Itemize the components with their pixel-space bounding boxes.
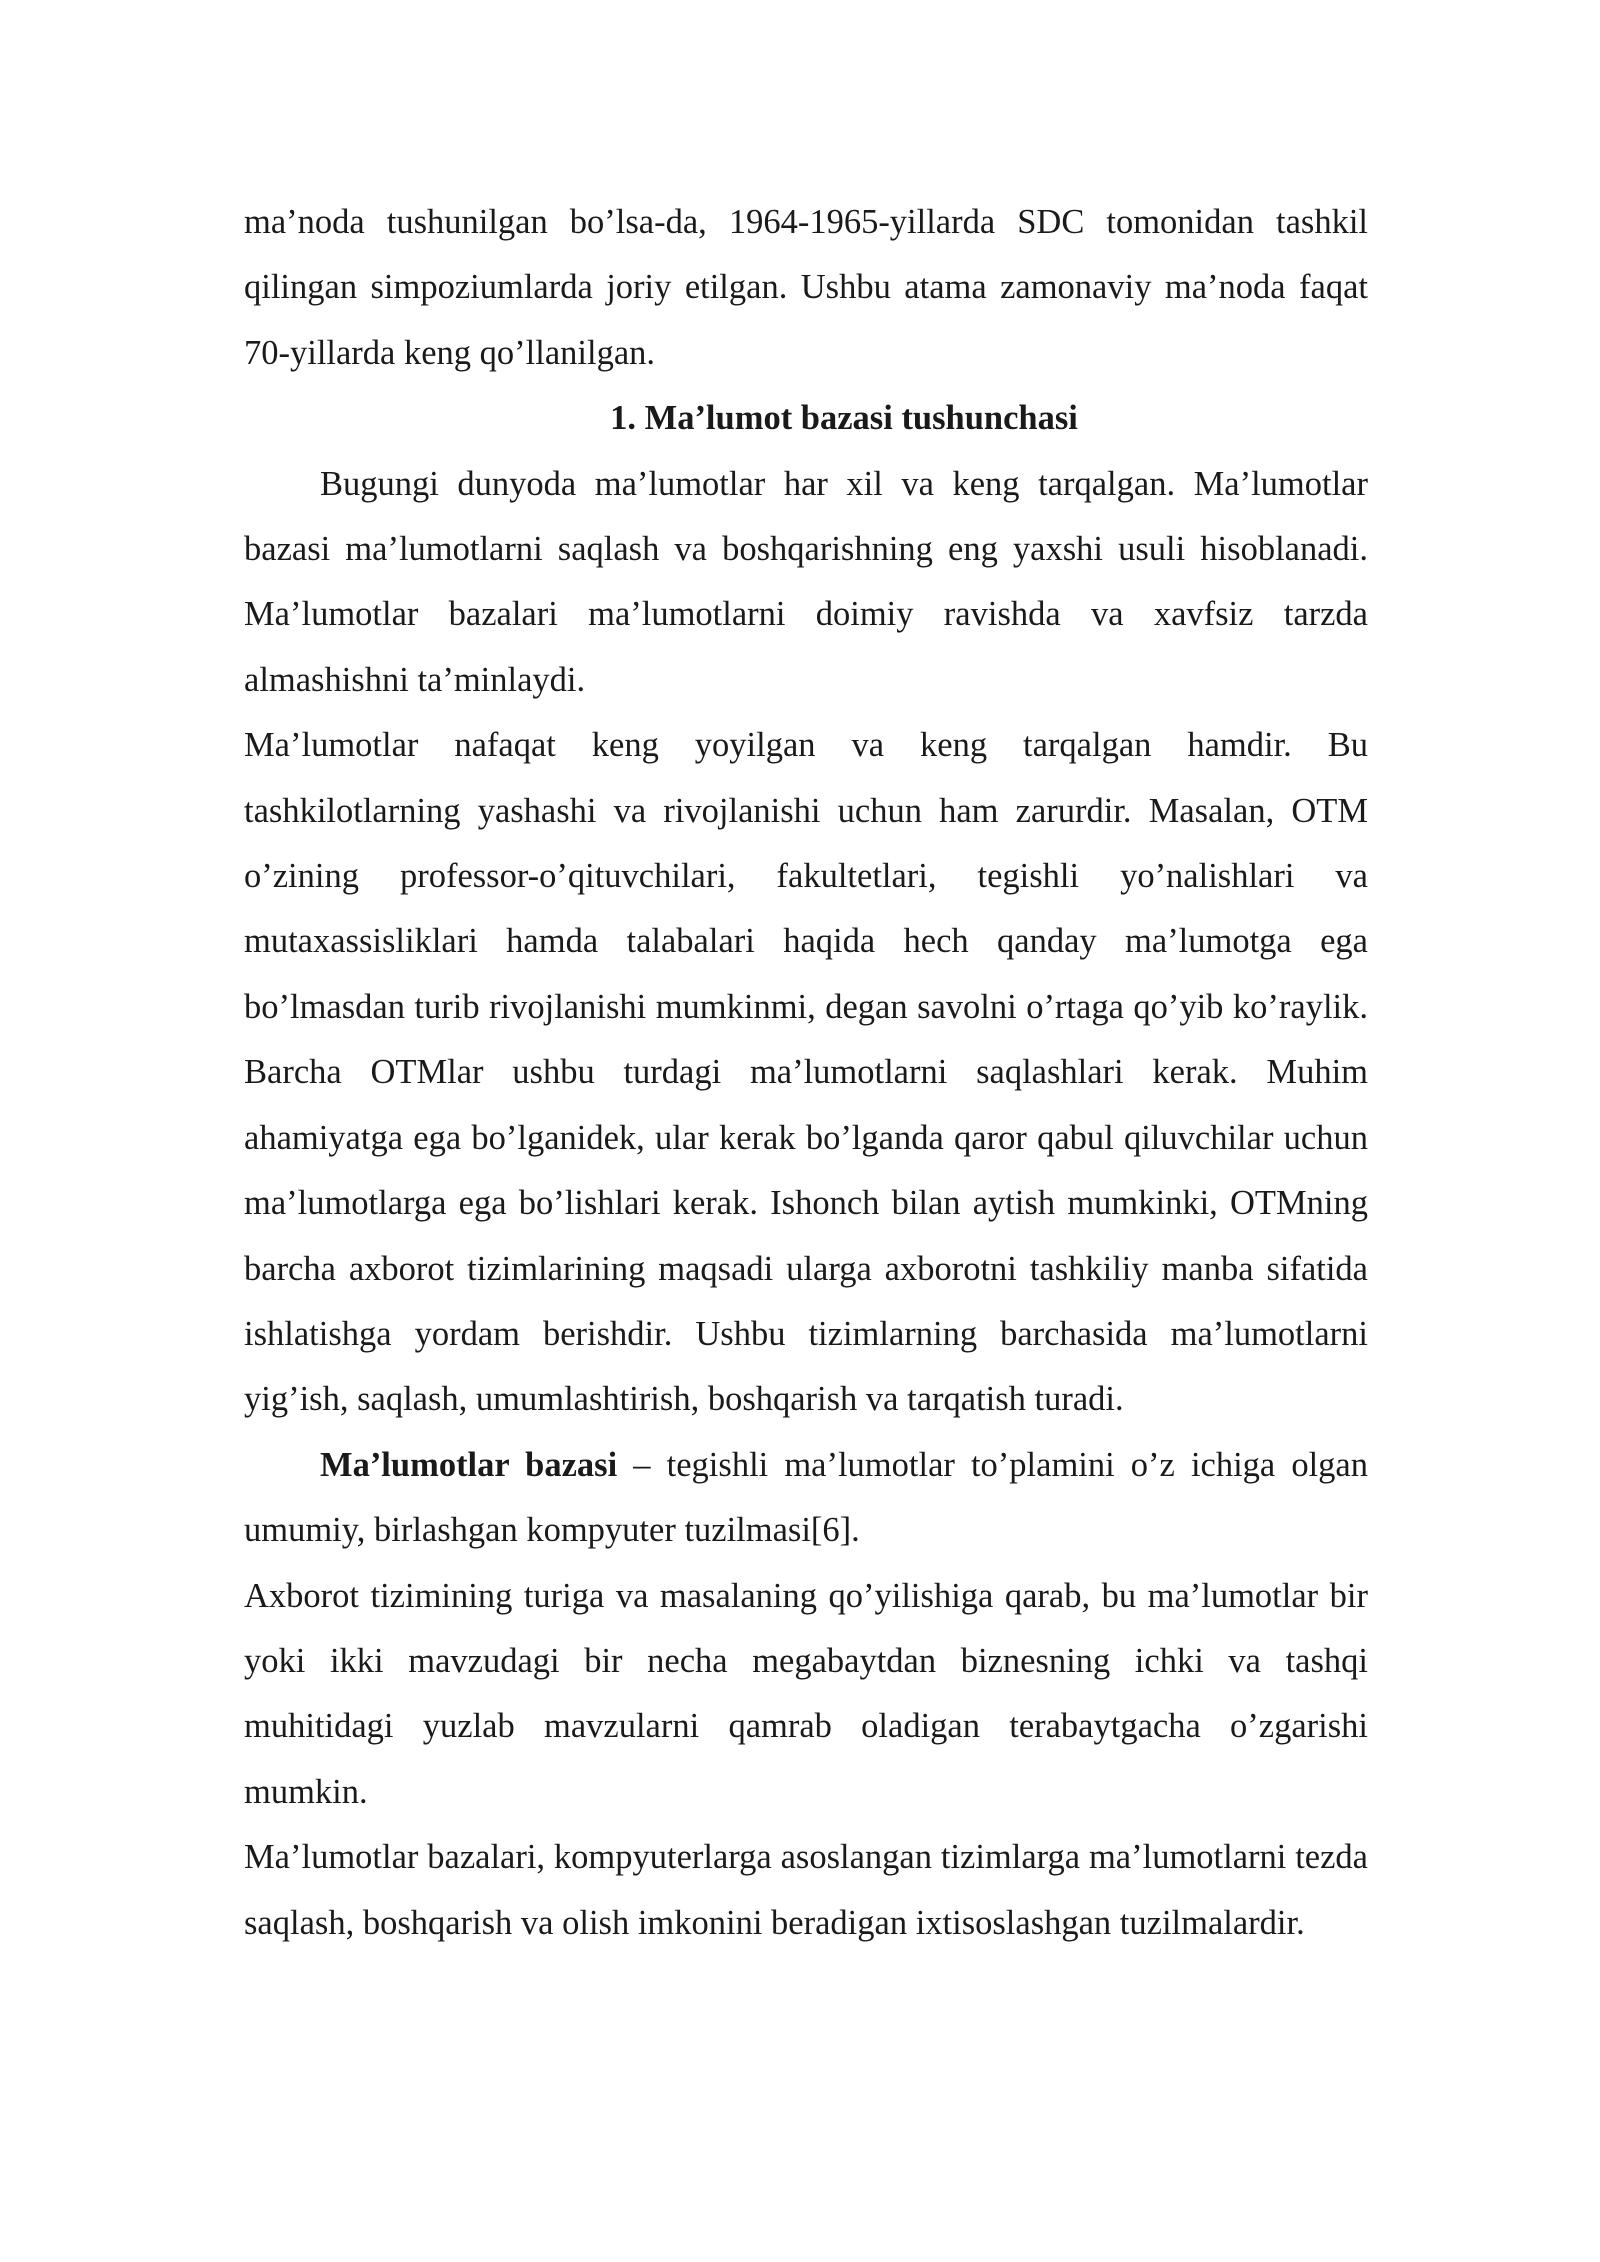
definition-term: Ma’lumotlar bazasi	[320, 1445, 618, 1484]
paragraph-definition	[244, 1433, 1368, 1564]
paragraph-size: Axborot tizimining turiga va masalaning qo’yilishiga qarab, bu ma’lumotlar bir yoki ikki mavzudagi bir necha megabaytdan biznesning ichki va tashqi muhitidagi yuzlab mavzularni qamrab oladigan terabaytgacha o’zgarishi mumkin.	[244, 1576, 1368, 1811]
paragraph-structures: Ma’lumotlar bazalari, kompyuterlarga asoslangan tizimlarga ma’lumotlarni tezda saqlash, boshqarish va olish imkonini beradigan ixtisoslashgan tuzilmalardir.	[244, 1838, 1368, 1942]
paragraph-continuation: ma’noda tushunilgan bo’lsa-da, 1964-1965-yillarda SDC tomonidan tashkil qilingan simpoziumlarda joriy etilgan. Ushbu atama zamonaviy ma’noda faqat 70-yillarda keng qo’llanilgan.	[244, 203, 1368, 372]
document-body	[244, 190, 1368, 1956]
paragraph-intro: Bugungi dunyoda ma’lumotlar har xil va keng tarqalgan. Ma’lumotlar bazasi ma’lumotlarni saqlash va boshqarishning eng yaxshi usuli hisoblanadi. Ma’lumotlar bazalari ma’lumotlarni doimiy ravishda va xavfsiz tarzda almashishni ta’minlaydi.	[244, 464, 1368, 699]
definition-text: – tegishli ma’lumotlar to’plamini o’z ichiga olgan umumiy, birlashgan kompyuter tuzilmasi[6].	[244, 1445, 1368, 1550]
section-heading: 1. Ma’lumot bazasi tushunchasi	[610, 399, 1078, 438]
paragraph-importance: Ma’lumotlar nafaqat keng yoyilgan va keng tarqalgan hamdir. Bu tashkilotlarning yashashi va rivojlanishi uchun ham zarurdir. Masalan, OTM o’zining professor-o’qituvchilari, fakultetlari, tegishli yo’nalishlari va mutaxassisliklari hamda talabalari haqida hech qanday ma’lumotga ega bo’lmasdan turib rivojlanishi mumkinmi, degan savolni o’rtaga qo’yib ko’raylik. Barcha OTMlar ushbu turdagi ma’lumotlarni saqlashlari kerak. Muhim ahamiyatga ega bo’lganidek, ular kerak bo’lganda qaror qabul qiluvchilar uchun ma’lumotlarga ega bo’lishlari kerak. Ishonch bilan aytish mumkinki, OTMning barcha axborot tizimlarining maqsadi ularga axborotni tashkiliy manba sifatida ishlatishga yordam berishdir. Ushbu tizimlarning barchasida ma’lumotlarni yig’ish, saqlash, umumlashtirish, boshqarish va tarqatish turadi.	[244, 726, 1368, 1419]
